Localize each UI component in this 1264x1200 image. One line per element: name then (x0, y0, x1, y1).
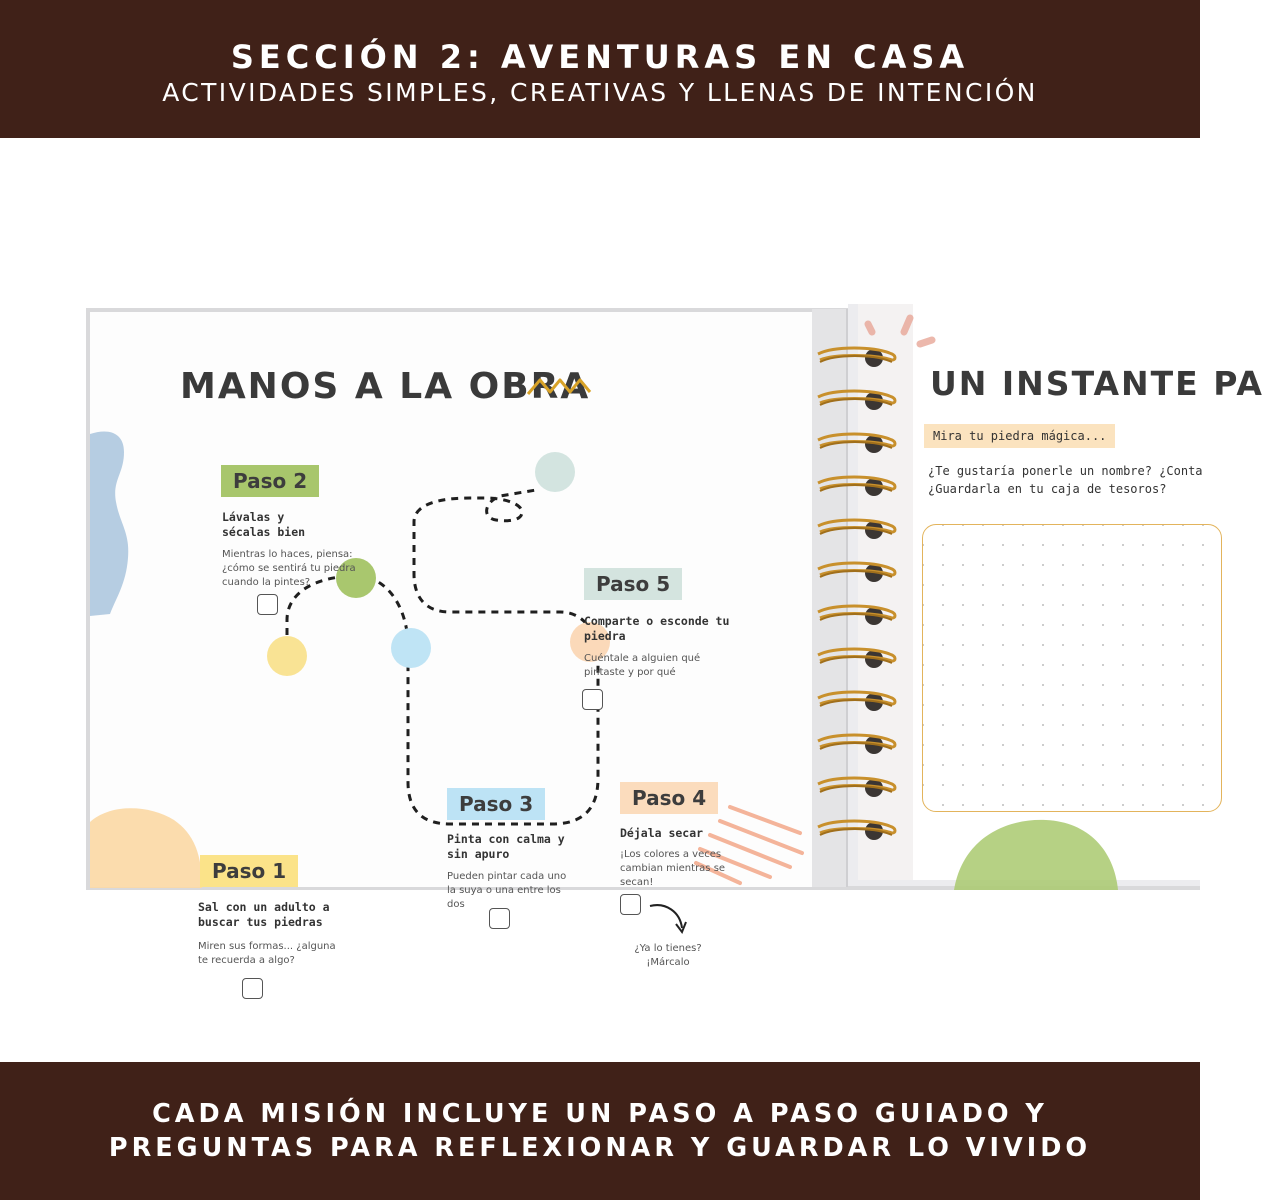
step-4-label: Paso 4 (620, 782, 718, 814)
step-3-checkbox[interactable] (489, 908, 510, 929)
footer-line-2: PREGUNTAS PARA REFLEXIONAR Y GUARDAR LO VIVIDO (108, 1133, 1092, 1163)
step-2-desc: Mientras lo haces, piensa: ¿cómo se sentirá tu piedra cuando la pintes? (222, 549, 356, 588)
dotted-writing-area[interactable] (922, 524, 1222, 812)
spiral-ring (818, 477, 895, 496)
prompt-highlight: Mira tu piedra mágica... (924, 424, 1115, 448)
step-2-title: Lávalas y sécalas bien (222, 510, 306, 539)
step-5-title: Comparte o esconde tu piedra (584, 614, 730, 643)
question-line-2: ¿Guardarla en tu caja de tesoros? (928, 482, 1167, 496)
step-3-title: Pinta con calma y sin apuro (447, 832, 565, 861)
path-dot-1 (267, 636, 307, 676)
spiral-ring (818, 821, 895, 840)
spiral-rings (814, 338, 898, 858)
header-banner (0, 0, 1200, 138)
spiral-ring (818, 434, 895, 453)
spiral-binding (814, 338, 898, 858)
header-title: SECCIÓN 2: AVENTURAS EN CASA (230, 38, 970, 76)
footer-line-1: CADA MISIÓN INCLUYE UN PASO A PASO GUIADO Y (152, 1099, 1048, 1129)
spiral-ring (818, 778, 895, 797)
spiral-ring (818, 563, 895, 582)
spiral-ring (818, 649, 895, 668)
header-subtitle: ACTIVIDADES SIMPLES, CREATIVAS Y LLENAS DE INTENCIÓN (162, 78, 1038, 107)
spiral-ring (818, 391, 895, 410)
step-4-title: Déjala secar (620, 826, 704, 840)
step-3-label: Paso 3 (447, 788, 545, 820)
step-2-checkbox[interactable] (257, 594, 278, 615)
check-note: ¿Ya lo tienes? ¡Márcalo (634, 943, 702, 968)
step-4-desc: ¡Los colores a veces cambian mientras se secan! (620, 849, 726, 888)
right-page (858, 304, 1264, 880)
spiral-ring (818, 692, 895, 711)
right-page-title: UN INSTANTE PA (930, 364, 1264, 403)
spiral-ring (818, 520, 895, 539)
book-photo (0, 138, 1264, 1062)
question-line-1: ¿Te gustaría ponerle un nombre? ¿Conta (928, 464, 1203, 478)
step-1-label: Paso 1 (200, 855, 298, 887)
step-1-desc: Miren sus formas... ¿alguna te recuerda a algo? (198, 941, 336, 966)
step-3-desc: Pueden pintar cada uno la suya o una entre los dos (447, 871, 567, 910)
curved-arrow-icon (646, 898, 690, 938)
step-1-checkbox[interactable] (242, 978, 263, 999)
spiral-ring (818, 606, 895, 625)
path-dot-5 (535, 452, 575, 492)
left-page (90, 312, 812, 968)
step-5-desc: Cuéntale a alguien qué pintaste y por qué (584, 653, 701, 678)
spiral-ring (818, 735, 895, 754)
step-1-title: Sal con un adulto a buscar tus piedras (198, 900, 330, 929)
spiral-ring (818, 348, 895, 367)
step-2-label: Paso 2 (221, 465, 319, 497)
page-title: MANOS A LA OBRA (180, 366, 591, 407)
step-5-label: Paso 5 (584, 568, 682, 600)
step-5-checkbox[interactable] (582, 689, 603, 710)
green-blob-decoration (954, 810, 1124, 890)
step-4-checkbox[interactable] (620, 894, 641, 915)
path-dot-3 (391, 628, 431, 668)
footer-banner (0, 1062, 1200, 1200)
